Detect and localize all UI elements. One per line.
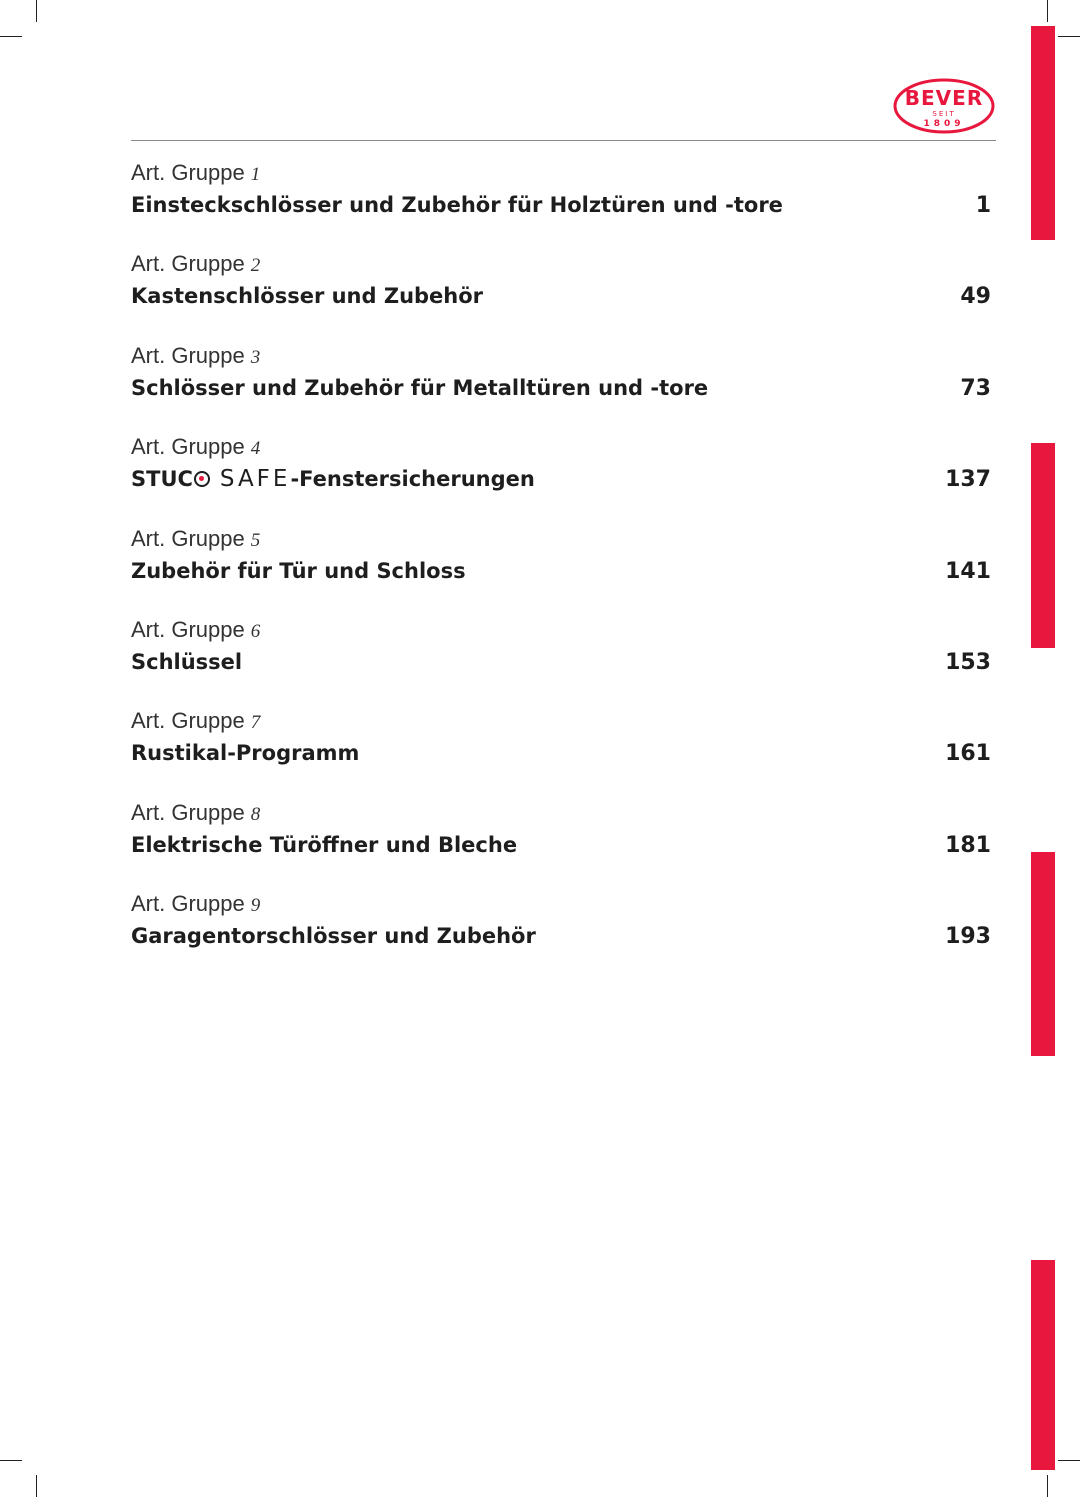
toc-row [131,738,991,769]
toc-row [131,647,991,678]
stuco-brand-text: STUC [131,467,193,492]
page-number: 73 [960,375,991,401]
section-tab-marker [1031,852,1055,1056]
crop-mark [1058,36,1080,37]
toc-entry[interactable] [131,247,991,338]
crop-mark [1047,1475,1048,1497]
group-heading: Art. Gruppe 2 [131,251,261,277]
group-heading: Art. Gruppe 1 [131,160,261,185]
crop-mark [0,36,22,37]
toc-row [131,190,991,221]
logo-brand-text: BEVER [904,86,984,110]
toc-entry[interactable] [131,796,991,887]
entry-title: Schlösser und Zubehör für Metalltüren und -tore [131,375,709,400]
toc-entry[interactable] [131,522,991,613]
toc-row [131,921,991,952]
entry-title: Garagentorschlösser und Zubehör [131,924,536,949]
page-number: 193 [945,924,991,950]
group-heading: Art. Gruppe 5 [131,525,261,551]
safe-brand-text: SAFE [219,466,291,493]
toc-row [131,281,991,312]
toc-row [131,556,991,587]
group-heading: Art. Gruppe 6 [131,616,261,642]
toc-entry[interactable] [131,613,991,704]
toc-row [131,464,991,495]
page-number: 49 [960,284,991,310]
crop-mark [1047,0,1048,22]
toc-entry[interactable] [131,156,991,247]
table-of-contents [131,156,991,979]
section-tab-marker [1031,26,1055,240]
group-heading: Art. Gruppe 3 [131,342,261,368]
stuco-o-icon [194,471,210,487]
toc-entry[interactable] [131,430,991,521]
logo-year-text: 1809 [923,119,965,129]
entry-title: Zubehör für Tür und Schloss [131,558,466,583]
page-number: 153 [945,649,991,675]
page-number: 1 [975,193,991,218]
crop-mark [36,0,37,22]
page-number: 141 [945,558,991,584]
toc-row [131,830,991,861]
entry-title: Elektrische Türöffner und Bleche [131,832,518,857]
entry-title: Einsteckschlösser und Zubehör für Holztüren und -tore [131,193,783,217]
toc-entry[interactable] [131,887,991,978]
toc-row [131,373,991,404]
toc-entry[interactable] [131,339,991,430]
entry-title: Kastenschlösser und Zubehör [131,284,484,309]
group-heading: Art. Gruppe 8 [131,799,261,825]
stuco-safe-title [131,464,535,494]
header-rule [131,140,996,141]
group-heading: Art. Gruppe 9 [131,891,261,917]
logo-seit-text: SEIT [932,110,956,118]
toc-entry[interactable] [131,704,991,795]
page-number: 161 [945,741,991,767]
page-number: 181 [945,832,991,858]
group-heading: Art. Gruppe 4 [131,434,261,460]
entry-title: -Fenstersicherungen [290,467,535,492]
entry-title: Rustikal-Programm [131,741,360,766]
section-tab-marker [1031,1260,1055,1470]
section-tab-marker [1031,443,1055,648]
crop-mark [0,1460,22,1461]
crop-mark [1058,1460,1080,1461]
crop-mark [36,1475,37,1497]
page-number: 137 [945,467,991,493]
group-heading: Art. Gruppe 7 [131,708,261,734]
bever-logo [893,78,995,134]
entry-title: Schlüssel [131,649,243,674]
